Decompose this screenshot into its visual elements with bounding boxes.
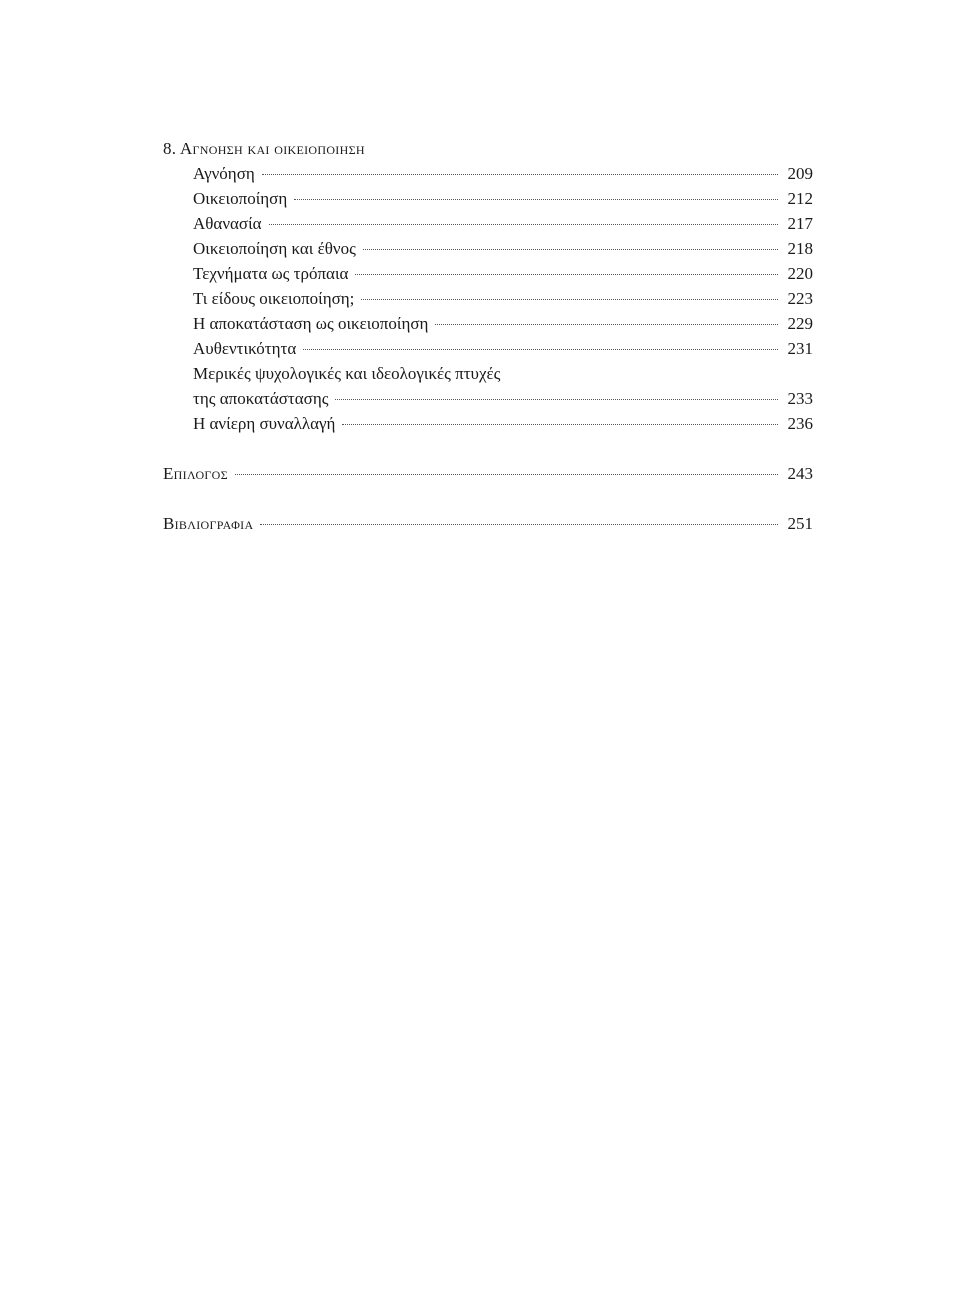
toc-entry-label: Η αποκατάσταση ως οικειοποίηση [193, 314, 429, 333]
spacer [163, 486, 813, 511]
dot-leader [260, 524, 778, 525]
toc-entry-page: 218 [787, 239, 813, 258]
table-of-contents [163, 136, 813, 536]
spacer [163, 436, 813, 461]
toc-entry-label: Αθανασία [193, 214, 262, 233]
toc-entry-multiline-first [163, 361, 813, 386]
toc-entry-page: 236 [787, 414, 813, 433]
toc-entry-epilogue [163, 461, 813, 486]
toc-entry-multiline-second [163, 386, 813, 411]
bibliography-label: Βιβλιογραφια [163, 514, 254, 533]
toc-entry-page: 209 [787, 164, 813, 183]
toc-entry [163, 411, 813, 436]
dot-leader [342, 424, 778, 425]
dot-leader [435, 324, 778, 325]
chapter-title [163, 136, 813, 161]
toc-entry-page: 212 [787, 189, 813, 208]
dot-leader [361, 299, 778, 300]
toc-entry-label: Η ανίερη συναλλαγή [193, 414, 336, 433]
toc-entry-label: Μερικές ψυχολογικές και ιδεολογικές πτυχές [193, 364, 501, 383]
toc-entry-page: 231 [787, 339, 813, 358]
toc-entry [163, 161, 813, 186]
dot-leader [335, 399, 778, 400]
dot-leader [363, 249, 778, 250]
toc-entry [163, 336, 813, 361]
epilogue-page: 243 [787, 464, 813, 483]
toc-entry [163, 261, 813, 286]
chapter-title-text: 8. Αγνοηση και οικειοποιηση [163, 139, 365, 158]
toc-entry [163, 211, 813, 236]
toc-entry [163, 236, 813, 261]
dot-leader [303, 349, 778, 350]
dot-leader [269, 224, 778, 225]
toc-entry-label: Τι είδους οικειοποίηση; [193, 289, 355, 308]
toc-entry [163, 311, 813, 336]
toc-entry-label: Οικειοποίηση [193, 189, 288, 208]
epilogue-label: Επιλογος [163, 464, 228, 483]
dot-leader [262, 174, 778, 175]
toc-entry-label: Αγνόηση [193, 164, 255, 183]
toc-entry-label: Οικειοποίηση και έθνος [193, 239, 356, 258]
dot-leader [294, 199, 778, 200]
dot-leader [235, 474, 778, 475]
dot-leader [355, 274, 778, 275]
toc-entry-page: 220 [787, 264, 813, 283]
toc-entry-page: 233 [787, 389, 813, 408]
toc-entry [163, 186, 813, 211]
toc-entry-page: 217 [787, 214, 813, 233]
toc-entry-label: Τεχνήματα ως τρόπαια [193, 264, 349, 283]
toc-entry-bibliography [163, 511, 813, 536]
toc-entry-page: 229 [787, 314, 813, 333]
toc-entry-page: 223 [787, 289, 813, 308]
toc-entry [163, 286, 813, 311]
bibliography-page: 251 [787, 514, 813, 533]
toc-entry-label: Αυθεντικότητα [193, 339, 297, 358]
toc-entry-label: της αποκατάστασης [193, 389, 329, 408]
